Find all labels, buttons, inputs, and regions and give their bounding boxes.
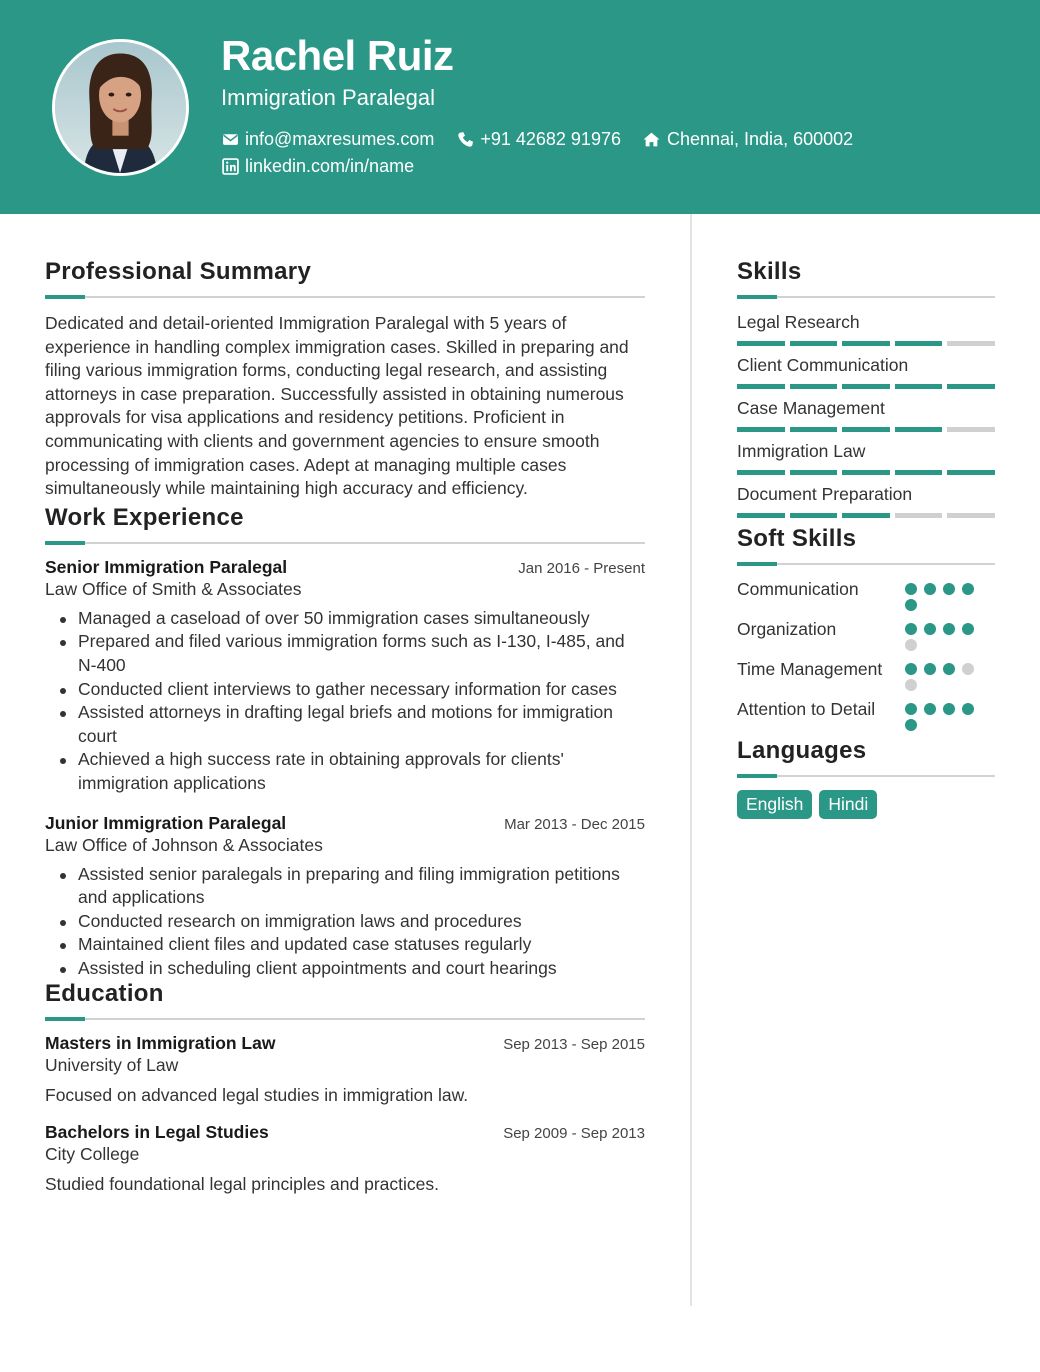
- skill-level-segment: [790, 341, 838, 346]
- education-dates: Sep 2009 - Sep 2013: [503, 1125, 645, 1143]
- candidate-name: Rachel Ruiz: [221, 32, 454, 79]
- job-entry: [45, 557, 645, 796]
- section-rule: [737, 775, 995, 777]
- summary-section: [45, 258, 645, 501]
- language-list: [737, 790, 995, 819]
- language-tag: Hindi: [819, 790, 877, 819]
- job-bullet: Conducted client interviews to gather necessary information for cases: [45, 678, 645, 702]
- rating-dot: [905, 623, 917, 635]
- job-bullet: Maintained client files and updated case statuses regularly: [45, 933, 645, 957]
- email-text: info@maxresumes.com: [245, 129, 435, 149]
- skill-level-segment: [842, 427, 890, 432]
- skill-level-segment: [842, 470, 890, 475]
- job-bullets: [45, 863, 645, 981]
- skill-level-segment: [737, 470, 785, 475]
- rating-dot: [943, 583, 955, 595]
- rating-dot: [943, 663, 955, 675]
- rating-dot: [905, 639, 917, 651]
- skill-level-segment: [842, 384, 890, 389]
- section-rule: [45, 542, 645, 544]
- contact-email[interactable]: [221, 129, 434, 150]
- skill-level-segment: [947, 470, 995, 475]
- rating-dot: [962, 583, 974, 595]
- home-icon: [643, 131, 661, 149]
- skill-name: Document Preparation: [737, 484, 913, 504]
- job-bullet: Assisted attorneys in drafting legal briefs and motions for immigration court: [45, 701, 645, 748]
- linkedin-text: linkedin.com/in/name: [245, 156, 415, 176]
- phone-text: +91 42682 91976: [480, 129, 621, 149]
- job-bullet: Assisted senior paralegals in preparing and filing immigration petitions and applications: [45, 863, 645, 910]
- job-dates: Mar 2013 - Dec 2015: [504, 815, 645, 833]
- skill-level-segment: [895, 384, 943, 389]
- degree-title: Masters in Immigration Law: [45, 1033, 276, 1054]
- rating-dot: [905, 583, 917, 595]
- experience-section: [45, 504, 645, 981]
- contact-phone[interactable]: [456, 129, 621, 150]
- languages-section: [737, 737, 995, 819]
- soft-skill-rating: [905, 577, 995, 611]
- soft-skill-name: Attention to Detail: [737, 699, 876, 719]
- skill-level-bar: [737, 470, 995, 475]
- skill-level-segment: [895, 341, 943, 346]
- education-description: Focused on advanced legal studies in immigration law.: [45, 1085, 469, 1106]
- section-rule: [737, 563, 995, 565]
- skill-level-segment: [947, 513, 995, 518]
- envelope-icon: [221, 131, 239, 149]
- soft-skill-rating: [905, 617, 995, 651]
- rating-dot: [924, 703, 936, 715]
- job-organization: Law Office of Smith & Associates: [45, 578, 302, 599]
- skill-level-segment: [947, 384, 995, 389]
- education-dates: Sep 2013 - Sep 2015: [503, 1036, 645, 1054]
- school-name: City College: [45, 1144, 140, 1165]
- job-bullet: Prepared and filed various immigration forms such as I-130, I-485, and N-400: [45, 630, 645, 677]
- rating-dot: [924, 583, 936, 595]
- skills-section: [737, 258, 995, 518]
- job-title: Senior Immigration Paralegal: [45, 556, 288, 577]
- candidate-title: Immigration Paralegal: [221, 85, 435, 110]
- soft-skill-name: Organization: [737, 619, 837, 639]
- skill-level-segment: [895, 470, 943, 475]
- summary-text: Dedicated and detail-oriented Immigration Paralegal with 5 years of experience in handling complex immigration cases. Skilled in preparing and filing various immigration forms, conducting legal research, and assisting attorneys in case preparation. Successfully assisted in obtaining numerous approvals for visa applications and residency petitions. Proficient in communicating with clients and government agencies to ensure smooth processing of immigration cases. Adept at managing multiple cases simultaneously while maintaining high accuracy and efficiency.: [45, 313, 629, 499]
- education-entry: [45, 1033, 645, 1106]
- job-organization: Law Office of Johnson & Associates: [45, 834, 323, 855]
- skill-level-segment: [947, 427, 995, 432]
- job-bullet: Assisted in scheduling client appointments and court hearings: [45, 957, 645, 981]
- contact-row: [221, 129, 875, 150]
- soft-skill-item: [737, 697, 995, 731]
- soft-skill-name: Time Management: [737, 659, 883, 679]
- contact-row-2: [221, 156, 436, 177]
- profile-photo: [52, 39, 189, 176]
- education-entry: [45, 1122, 645, 1195]
- phone-icon: [456, 131, 474, 149]
- skill-item: [737, 441, 995, 475]
- education-description: Studied foundational legal principles and practices.: [45, 1174, 440, 1195]
- skill-name: Case Management: [737, 398, 885, 418]
- degree-title: Bachelors in Legal Studies: [45, 1122, 269, 1143]
- section-rule: [45, 1018, 645, 1020]
- skill-item: [737, 312, 995, 346]
- contact-location: [643, 129, 853, 150]
- section-title: Professional Summary: [45, 258, 312, 285]
- section-title: Skills: [737, 258, 802, 285]
- soft-skill-rating: [905, 697, 995, 731]
- soft-skill-name: Communication: [737, 579, 859, 599]
- skill-name: Client Communication: [737, 355, 909, 375]
- job-bullet: Achieved a high success rate in obtaining approvals for clients' immigration applications: [45, 748, 645, 795]
- soft-skill-item: [737, 577, 995, 611]
- skill-level-segment: [737, 513, 785, 518]
- skill-level-bar: [737, 427, 995, 432]
- soft-skill-rating: [905, 657, 995, 691]
- column-divider: [690, 214, 692, 1306]
- section-rule: [737, 296, 995, 298]
- rating-dot: [905, 599, 917, 611]
- job-dates: Jan 2016 - Present: [518, 559, 645, 577]
- rating-dot: [962, 663, 974, 675]
- rating-dot: [905, 703, 917, 715]
- rating-dot: [924, 663, 936, 675]
- skill-level-segment: [842, 341, 890, 346]
- job-bullet: Managed a caseload of over 50 immigration cases simultaneously: [45, 607, 645, 631]
- section-title: Education: [45, 980, 164, 1008]
- skill-level-bar: [737, 341, 995, 346]
- skill-level-segment: [737, 341, 785, 346]
- job-title: Junior Immigration Paralegal: [45, 812, 287, 833]
- rating-dot: [943, 703, 955, 715]
- rating-dot: [962, 623, 974, 635]
- skill-level-segment: [895, 427, 943, 432]
- skill-level-segment: [790, 384, 838, 389]
- section-title: Work Experience: [45, 503, 244, 531]
- job-bullet: Conducted research on immigration laws and procedures: [45, 910, 645, 934]
- skill-level-bar: [737, 384, 995, 389]
- skill-item: [737, 355, 995, 389]
- skill-level-segment: [842, 513, 890, 518]
- education-section: [45, 980, 645, 1195]
- soft-skill-item: [737, 617, 995, 651]
- rating-dot: [943, 623, 955, 635]
- soft-skills-section: [737, 525, 995, 731]
- linkedin-icon: [221, 158, 239, 176]
- skills-list: [737, 312, 995, 518]
- skill-item: [737, 484, 995, 518]
- job-bullets: [45, 607, 645, 796]
- main-column: [45, 258, 645, 1195]
- skill-name: Legal Research: [737, 312, 860, 332]
- rating-dot: [905, 679, 917, 691]
- skill-name: Immigration Law: [737, 441, 866, 461]
- skill-level-segment: [737, 427, 785, 432]
- rating-dot: [905, 719, 917, 731]
- rating-dot: [962, 703, 974, 715]
- skill-level-bar: [737, 513, 995, 518]
- section-title: Soft Skills: [737, 525, 857, 552]
- soft-skills-list: [737, 577, 995, 731]
- language-tag: English: [737, 790, 812, 819]
- rating-dot: [905, 663, 917, 675]
- location-text: Chennai, India, 600002: [666, 129, 854, 149]
- skill-item: [737, 398, 995, 432]
- skill-level-segment: [895, 513, 943, 518]
- skill-level-segment: [947, 341, 995, 346]
- soft-skill-item: [737, 657, 995, 691]
- rating-dot: [924, 623, 936, 635]
- school-name: University of Law: [45, 1055, 179, 1076]
- skill-level-segment: [790, 513, 838, 518]
- skill-level-segment: [790, 470, 838, 475]
- section-rule: [45, 296, 645, 298]
- skill-level-segment: [737, 384, 785, 389]
- contact-linkedin[interactable]: [221, 156, 414, 177]
- section-title: Languages: [737, 737, 867, 764]
- resume-header: [0, 0, 1040, 214]
- side-column: [737, 258, 995, 819]
- skill-level-segment: [790, 427, 838, 432]
- job-entry: [45, 813, 645, 981]
